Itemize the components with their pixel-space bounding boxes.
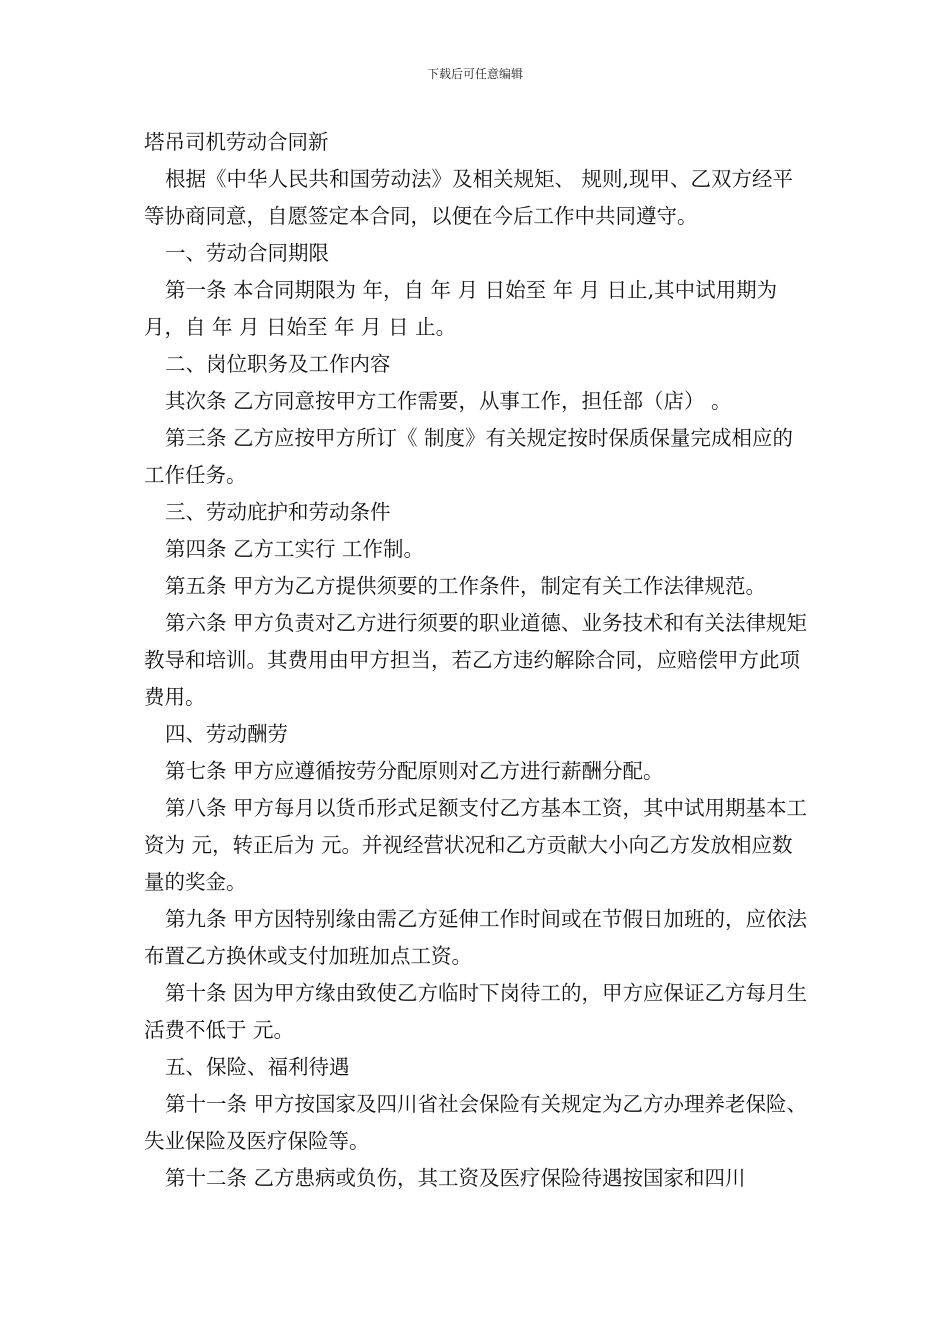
article-11: 第十一条 甲方按国家及四川省社会保险有关规定为乙方办理养老保险、失业保险及医疗保险等。 [144,1092,808,1153]
article-1: 第一条 本合同期限为 年，自 年 月 日始至 年 月 日止,其中试用期为 月，自 年 月 日始至 年 月 日 止。 [144,278,778,339]
article-3: 第三条 乙方应按甲方所订《 制度》有关规定按时保质保量完成相应的工作任务。 [144,426,794,487]
article-7: 第七条 甲方应遵循按劳分配原则对乙方进行薪酬分配。 [165,759,664,783]
section-heading-3: 三、劳动庇护和劳动条件 [165,500,391,524]
page-header: 下载后可任意编辑 [426,67,523,81]
article-2: 其次条 乙方同意按甲方工作需要，从事工作，担任部（店） 。 [165,389,732,413]
paragraph-intro: 根据《中华人民共和国劳动法》及相关规矩、 规则,现甲、乙双方经平等协商同意，自愿签定本合同，以便在今后工作中共同遵守。 [144,167,794,228]
article-12: 第十二条 乙方患病或负伤，其工资及医疗保险待遇按国家和四川 [165,1166,746,1190]
section-heading-2: 二、岗位职务及工作内容 [165,352,391,376]
article-9: 第九条 甲方因特别缘由需乙方延伸工作时间或在节假日加班的，应依法布置乙方换休或支付加班加点工资。 [144,907,808,968]
section-heading-4: 四、劳动酬劳 [165,722,288,746]
article-8: 第八条 甲方每月以货币形式足额支付乙方基本工资，其中试用期基本工资为 元，转正后为 元。并视经营状况和乙方贡献大小向乙方发放相应数量的奖金。 [144,796,808,894]
article-10: 第十条 因为甲方缘由致使乙方临时下岗待工的，甲方应保证乙方每月生活费不低于 元。 [144,981,808,1042]
article-6: 第六条 甲方负责对乙方进行须要的职业道德、业务技术和有关法律规矩教导和培训。其费用由甲方担当，若乙方违约解除合同，应赔偿甲方此项费用。 [144,611,808,709]
section-heading-1: 一、劳动合同期限 [165,241,329,265]
article-5: 第五条 甲方为乙方提供须要的工作条件，制定有关工作法律规范。 [165,574,767,598]
article-4: 第四条 乙方工实行 工作制。 [165,537,425,561]
document-body [144,124,812,1197]
document-title: 塔吊司机劳动合同新 [144,130,329,154]
section-heading-5: 五、保险、福利待遇 [165,1055,350,1079]
